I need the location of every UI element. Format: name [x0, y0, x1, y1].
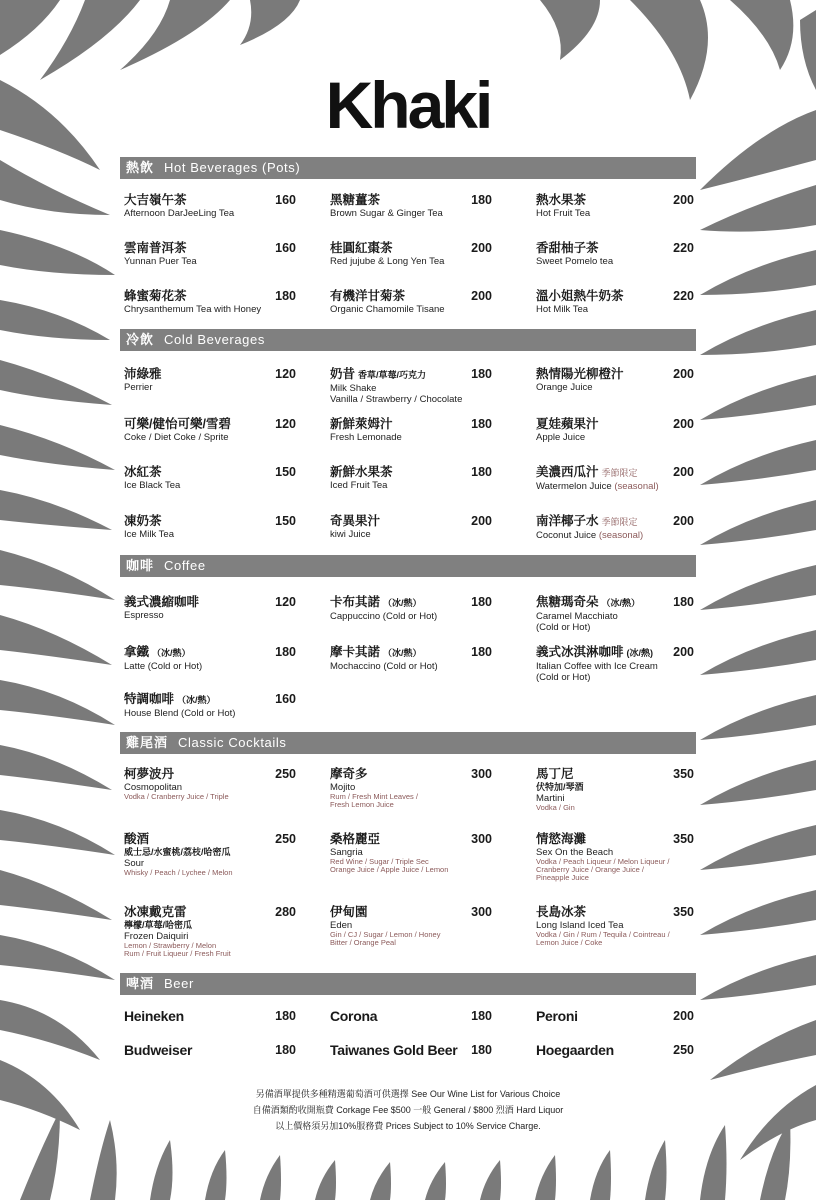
beer-item	[124, 1008, 296, 1024]
item-name-en-text: Brown Sugar & Ginger Tea	[330, 208, 443, 219]
beer-name: Taiwanes Gold Beer	[330, 1042, 458, 1058]
beer-name: Peroni	[536, 1008, 578, 1024]
item-ingredients: Orange Juice / Apple Juice / Lemon	[330, 865, 449, 874]
item-name-en	[536, 382, 694, 393]
item-name-zh: 卡布其諾	[330, 595, 381, 609]
item-name	[124, 595, 296, 610]
item-name-en	[536, 304, 694, 315]
menu-item	[124, 832, 296, 877]
section-header-hot	[120, 157, 696, 179]
item-name-zh: 香甜柚子茶	[536, 241, 599, 255]
item-name-zh: 摩奇多	[330, 767, 368, 781]
menu-item	[124, 367, 296, 393]
item-name-en	[536, 256, 694, 267]
item-price: 300	[471, 905, 492, 919]
item-name-en	[124, 382, 296, 393]
item-name-en-text: Perrier	[124, 382, 153, 393]
item-ingredients: Vodka / Gin	[536, 803, 575, 812]
item-price: 150	[275, 465, 296, 479]
item-name-en-text: Red jujube & Long Yen Tea	[330, 256, 445, 267]
item-name-en	[536, 661, 694, 672]
item-name-zh: 長島冰茶	[536, 905, 587, 919]
item-price: 120	[275, 595, 296, 609]
item-price: 250	[275, 767, 296, 781]
item-name	[536, 465, 694, 481]
item-price: 200	[471, 241, 492, 255]
item-name-en	[124, 708, 296, 719]
item-name-en-text: Cosmopolitan	[124, 782, 183, 793]
section-header-cocktails	[120, 732, 696, 754]
item-price: 160	[275, 692, 296, 706]
item-name-zh: 新鮮水果茶	[330, 465, 393, 479]
item-name-en-text: Yunnan Puer Tea	[124, 256, 197, 267]
beer-item	[536, 1042, 694, 1058]
item-name-zh: 可樂/健怡可樂/雪碧	[124, 417, 231, 431]
menu-item	[330, 465, 492, 491]
item-ingredients: Whisky / Peach / Lychee / Melon	[124, 868, 233, 877]
item-price: 300	[471, 832, 492, 846]
item-name-en-text: Coke / Diet Coke / Sprite	[124, 432, 229, 443]
footer-service-charge-note: 以上價格須另加10%服務費 Prices Subject to 10% Service Charge.	[275, 1121, 541, 1131]
item-name-en	[124, 304, 296, 315]
item-name-en-text: Organic Chamomile Tisane	[330, 304, 445, 315]
section-title-en: Beer	[164, 976, 194, 991]
item-name-en-text: Milk Shake	[330, 383, 377, 394]
section-title-zh: 咖啡	[126, 558, 155, 573]
beer-name: Hoegaarden	[536, 1042, 614, 1058]
item-name-zh: 情慾海灘	[536, 832, 587, 846]
item-name	[124, 832, 296, 847]
section-title-en: Classic Cocktails	[178, 735, 287, 750]
item-name-zh: 蜂蜜菊花茶	[124, 289, 187, 303]
item-name-en	[536, 530, 694, 541]
item-name-zh: 新鮮萊姆汁	[330, 417, 393, 431]
item-name	[124, 241, 296, 256]
item-price: 200	[673, 514, 694, 528]
item-name-zh: 大吉嶺午茶	[124, 193, 187, 207]
item-name-zh: 伊甸園	[330, 905, 368, 919]
item-price: 120	[275, 367, 296, 381]
item-price: 200	[673, 465, 694, 479]
item-name-en-text: Ice Milk Tea	[124, 529, 174, 540]
item-name-zh: 南洋椰子水	[536, 514, 599, 528]
item-name-en-extra: Vanilla / Strawberry / Chocolate	[330, 394, 463, 405]
section-header-cold	[120, 329, 696, 351]
item-name-zh: 冰紅茶	[124, 465, 162, 479]
menu-page	[120, 0, 696, 1200]
section-title-en: Coffee	[164, 558, 206, 573]
item-name-zh: 奶昔	[330, 367, 356, 381]
item-name-en-text: Mojito	[330, 782, 356, 793]
item-ingredients: Fresh Lemon Juice	[330, 800, 394, 809]
menu-item	[536, 417, 694, 443]
beer-item	[124, 1042, 296, 1058]
item-ingredients: Pineapple Juice	[536, 873, 589, 882]
item-name-zh: 奇異果汁	[330, 514, 381, 528]
section-header-beer	[120, 973, 696, 995]
item-option-note: （冰/熱）	[383, 648, 422, 658]
item-price: 180	[471, 595, 492, 609]
beer-price: 180	[275, 1009, 296, 1023]
item-ingredients: Rum / Fruit Liqueur / Fresh Fruit	[124, 949, 231, 958]
item-ingredients: Bitter / Orange Peal	[330, 938, 396, 947]
seasonal-badge: 季節限定	[601, 468, 638, 478]
section-title-zh: 熱飲	[126, 160, 155, 175]
item-name-en	[330, 383, 492, 394]
item-price: 180	[471, 465, 492, 479]
item-price: 220	[673, 241, 694, 255]
item-name-en	[330, 480, 492, 491]
section-title-zh: 雞尾酒	[126, 735, 169, 750]
item-name-en-text: Ice Black Tea	[124, 480, 181, 491]
item-price: 180	[471, 193, 492, 207]
item-option-note: （冰/熱）	[601, 598, 641, 608]
item-name-en-text: House Blend (Cold or Hot)	[124, 708, 236, 719]
menu-item	[536, 832, 694, 882]
item-name-zh: 美濃西瓜汁	[536, 465, 599, 479]
section-title-en: Hot Beverages (Pots)	[164, 160, 301, 175]
menu-item	[124, 595, 296, 621]
item-name	[124, 367, 296, 382]
item-ingredients: Cranberry Juice / Orange Juice /	[536, 865, 644, 874]
beer-price: 180	[275, 1043, 296, 1057]
item-name-zh: 黑糖薑茶	[330, 193, 381, 207]
item-option-note: 香草/草莓/巧克力	[358, 370, 427, 380]
item-name	[536, 367, 694, 382]
item-price: 180	[275, 645, 296, 659]
item-price: 180	[471, 417, 492, 431]
item-name-en-text: Caramel Macchiato	[536, 611, 618, 622]
item-price: 120	[275, 417, 296, 431]
item-name	[124, 465, 296, 480]
menu-item	[536, 645, 694, 683]
item-option-note: (冰/熱)	[626, 648, 654, 658]
item-name-en	[330, 304, 492, 315]
item-name-zh: 雲南普洱茶	[124, 241, 187, 255]
footer-corkage-note: 自備酒類酌收開瓶費 Corkage Fee $500 一般 General / $800 烈酒 Hard Liquor	[252, 1105, 564, 1115]
item-name-en	[330, 661, 492, 672]
item-price: 200	[673, 645, 694, 659]
item-price: 220	[673, 289, 694, 303]
item-price: 200	[673, 367, 694, 381]
menu-item	[124, 241, 296, 267]
item-name-en-text: Orange Juice	[536, 382, 593, 393]
item-name	[536, 193, 694, 208]
item-name	[124, 905, 296, 920]
item-name	[536, 832, 694, 847]
item-name-en-text: Frozen Daiquiri	[124, 931, 189, 942]
item-name-zh: 特調咖啡	[124, 692, 175, 706]
item-name-zh: 焦糖瑪奇朵	[536, 595, 599, 609]
section-header-coffee	[120, 555, 696, 577]
item-name-en	[124, 432, 296, 443]
item-name-en-text: Afternoon DarJeeLing Tea	[124, 208, 235, 219]
menu-item	[124, 767, 296, 801]
menu-item	[330, 832, 492, 874]
item-name-en	[536, 611, 694, 622]
item-name	[536, 417, 694, 432]
item-name-en-text: Hot Milk Tea	[536, 304, 589, 315]
item-name-en-extra: (Cold or Hot)	[536, 672, 591, 683]
item-name-en	[124, 480, 296, 491]
item-name	[124, 692, 296, 708]
item-option-note: （冰/熱）	[177, 695, 216, 705]
item-price: 160	[275, 193, 296, 207]
seasonal-badge: 季節限定	[601, 517, 638, 527]
beer-item	[330, 1042, 492, 1058]
item-name-en-text: Sangria	[330, 847, 363, 858]
beer-price: 200	[673, 1009, 694, 1023]
menu-item	[330, 289, 492, 315]
item-name-en	[536, 208, 694, 219]
menu-item	[536, 367, 694, 393]
item-name-en-text: Fresh Lemonade	[330, 432, 402, 443]
item-name	[124, 289, 296, 304]
menu-item	[330, 645, 492, 672]
item-name-zh: 冰凍戴克雷	[124, 905, 187, 919]
menu-item	[124, 289, 296, 315]
beer-item	[330, 1008, 492, 1024]
beer-price: 180	[471, 1043, 492, 1057]
item-name	[330, 767, 492, 782]
item-ingredients: Vodka / Peach Liqueur / Melon Liqueur /	[536, 857, 670, 866]
item-flavor-options: 威士忌/水蜜桃/荔枝/哈密瓜	[124, 847, 231, 857]
item-name	[330, 417, 492, 432]
item-name-en-text: Watermelon Juice	[536, 481, 612, 492]
footer-wine-list-note: 另備酒單提供多種精選葡萄酒可供選擇 See Our Wine List for Various Choice	[255, 1089, 561, 1099]
menu-item	[536, 193, 694, 219]
item-name-zh: 熱情陽光柳橙汁	[536, 367, 624, 381]
item-name-zh: 凍奶茶	[124, 514, 162, 528]
item-name-zh: 馬丁尼	[536, 767, 574, 781]
menu-item	[536, 767, 694, 812]
item-name-zh: 夏娃蘋果汁	[536, 417, 599, 431]
item-name	[330, 241, 492, 256]
item-name	[330, 193, 492, 208]
menu-item	[124, 692, 296, 719]
item-name	[536, 905, 694, 920]
menu-item	[330, 514, 492, 540]
item-ingredients: Vodka / Gin / Rum / Tequila / Cointreau /	[536, 930, 670, 939]
item-name-en	[330, 432, 492, 443]
item-name-en-text: Cappuccino (Cold or Hot)	[330, 611, 438, 622]
item-name-en	[124, 661, 296, 672]
item-price: 350	[673, 767, 694, 781]
item-price: 150	[275, 514, 296, 528]
logo: Khaki	[325, 68, 491, 142]
item-name-zh: 沛綠雅	[124, 367, 162, 381]
menu-item	[124, 645, 296, 672]
item-price: 300	[471, 767, 492, 781]
item-seasonal-note: (seasonal)	[614, 481, 659, 492]
item-name-zh: 拿鐵	[124, 645, 150, 659]
item-name-en-extra: (Cold or Hot)	[536, 622, 591, 633]
item-name-en	[124, 529, 296, 540]
item-name-en	[124, 610, 296, 621]
item-name-en-text: Eden	[330, 920, 353, 931]
menu-item	[124, 193, 296, 219]
item-name-zh: 熱水果茶	[536, 193, 587, 207]
item-name-en-text: Long Island Iced Tea	[536, 920, 624, 931]
item-price: 200	[471, 289, 492, 303]
item-name-en-text: Chrysanthemum Tea with Honey	[124, 304, 262, 315]
item-name	[330, 514, 492, 529]
item-flavor-options: 伏特加/琴酒	[536, 782, 584, 792]
section-title-en: Cold Beverages	[164, 332, 265, 347]
item-flavor-options: 檸檬/草莓/哈密瓜	[124, 920, 193, 930]
item-name-en	[330, 208, 492, 219]
menu-item	[536, 595, 694, 633]
item-name-en-text: Sex On the Beach	[536, 847, 614, 858]
item-name-en-text: Italian Coffee with Ice Cream	[536, 661, 658, 672]
item-option-note: （冰/熱）	[152, 648, 191, 658]
item-ingredients: Red Wine / Sugar / Triple Sec	[330, 857, 429, 866]
item-option-note: （冰/熱）	[383, 598, 422, 608]
item-name-zh: 桑格麗亞	[330, 832, 381, 846]
item-name-en-text: kiwi Juice	[330, 529, 371, 540]
menu-item	[124, 417, 296, 443]
menu-item	[536, 514, 694, 541]
item-name	[330, 645, 492, 661]
beer-name: Heineken	[124, 1008, 184, 1024]
menu-item	[124, 465, 296, 491]
item-price: 350	[673, 905, 694, 919]
item-name	[124, 767, 296, 782]
item-name-en-text: Apple Juice	[536, 432, 586, 443]
section-title-zh: 冷飲	[126, 332, 155, 347]
item-name-en-text: Martini	[536, 793, 565, 804]
menu-item	[330, 193, 492, 219]
menu-item	[536, 905, 694, 947]
item-ingredients: Gin / CJ / Sugar / Lemon / Honey	[330, 930, 441, 939]
item-name	[536, 767, 694, 782]
menu-item	[536, 289, 694, 315]
item-price: 280	[275, 905, 296, 919]
menu-item	[330, 417, 492, 443]
item-name-en-text: Espresso	[124, 610, 164, 621]
section-title-zh: 啤酒	[126, 976, 155, 991]
item-name-en	[330, 611, 492, 622]
item-name-en	[124, 256, 296, 267]
item-ingredients: Rum / Fresh Mint Leaves /	[330, 792, 418, 801]
item-name-zh: 有機洋甘菊茶	[330, 289, 406, 303]
item-name-en	[330, 256, 492, 267]
item-name	[330, 289, 492, 304]
item-name	[330, 465, 492, 480]
item-name	[330, 595, 492, 611]
menu-item	[536, 465, 694, 492]
item-name-zh: 酸酒	[124, 832, 150, 846]
item-name-en-text: Sour	[124, 858, 145, 869]
item-name-zh: 義式濃縮咖啡	[124, 595, 200, 609]
item-name	[536, 289, 694, 304]
menu-item	[124, 514, 296, 540]
item-ingredients: Lemon / Strawberry / Melon	[124, 941, 217, 950]
item-name	[536, 241, 694, 256]
menu-item	[124, 905, 296, 958]
menu-item	[330, 367, 492, 405]
item-name	[330, 905, 492, 920]
item-name-en-text: Iced Fruit Tea	[330, 480, 388, 491]
item-price: 180	[275, 289, 296, 303]
item-name-en-text: Sweet Pomelo tea	[536, 256, 614, 267]
item-name	[124, 514, 296, 529]
beer-price: 250	[673, 1043, 694, 1057]
item-name-zh: 溫小姐熱牛奶茶	[536, 289, 624, 303]
menu-item	[330, 905, 492, 947]
item-seasonal-note: (seasonal)	[598, 530, 644, 541]
item-name-en-text: Mochaccino (Cold or Hot)	[330, 661, 438, 672]
item-name	[536, 645, 694, 661]
item-name-en	[536, 481, 694, 492]
item-name-en	[124, 208, 296, 219]
item-price: 180	[471, 367, 492, 381]
item-price: 180	[471, 645, 492, 659]
item-name	[536, 595, 694, 611]
item-name-zh: 義式冰淇淋咖啡	[536, 645, 624, 659]
item-name-en	[330, 529, 492, 540]
item-price: 200	[471, 514, 492, 528]
item-name-zh: 柯夢波丹	[124, 767, 175, 781]
menu-item	[330, 241, 492, 267]
item-name	[124, 417, 296, 432]
item-name-en-text: Latte (Cold or Hot)	[124, 661, 203, 672]
item-ingredients: Lemon Juice / Coke	[536, 938, 603, 947]
item-price: 250	[275, 832, 296, 846]
item-price: 350	[673, 832, 694, 846]
item-ingredients: Vodka / Cranberry Juice / Triple	[124, 792, 229, 801]
item-name-en	[536, 432, 694, 443]
menu-item	[330, 595, 492, 622]
item-price: 200	[673, 193, 694, 207]
beer-name: Corona	[330, 1008, 378, 1024]
item-name	[536, 514, 694, 530]
item-name-zh: 桂圓紅棗茶	[330, 241, 393, 255]
item-name-en-text: Coconut Juice	[536, 530, 597, 541]
item-name-en-text: Hot Fruit Tea	[536, 208, 591, 219]
menu-item	[536, 241, 694, 267]
item-name-zh: 摩卡其諾	[330, 645, 381, 659]
item-name	[124, 645, 296, 661]
beer-item	[536, 1008, 694, 1024]
item-price: 200	[673, 417, 694, 431]
menu-item	[330, 767, 492, 809]
item-price: 160	[275, 241, 296, 255]
item-name	[330, 367, 492, 383]
item-price: 180	[673, 595, 694, 609]
beer-price: 180	[471, 1009, 492, 1023]
item-name	[330, 832, 492, 847]
item-name	[124, 193, 296, 208]
beer-name: Budweiser	[124, 1042, 193, 1058]
